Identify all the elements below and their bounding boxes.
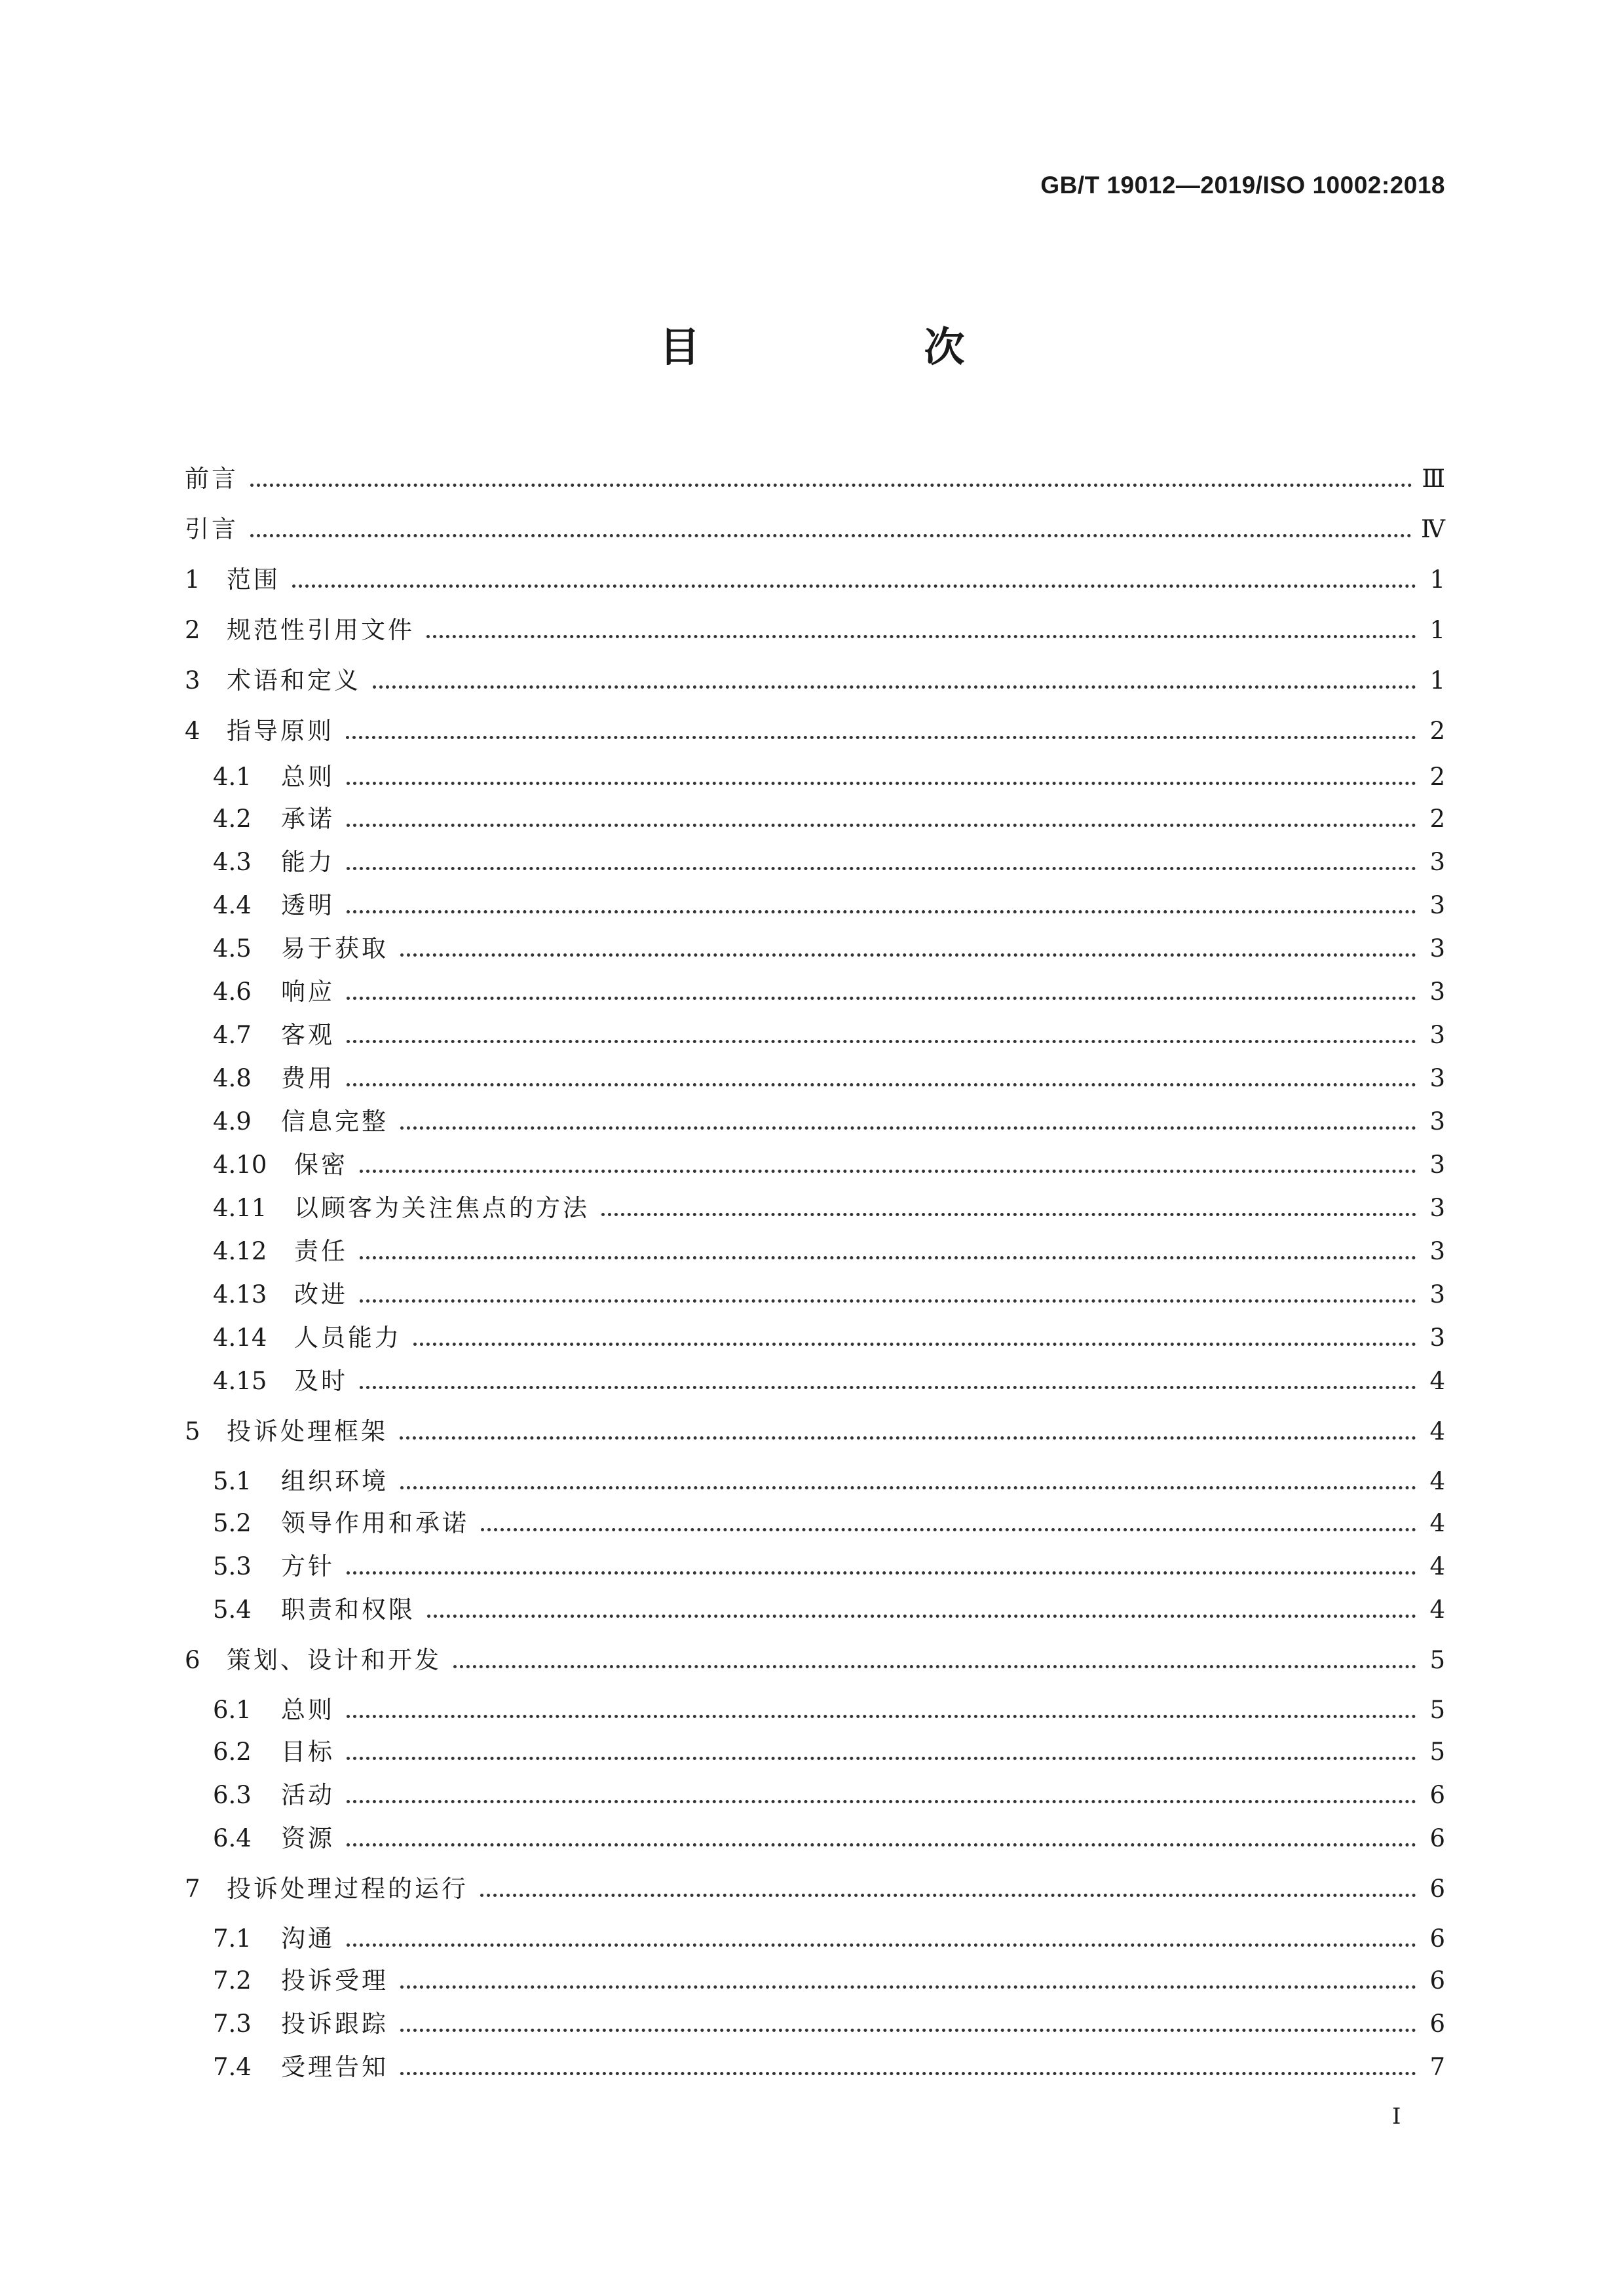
toc-entry-number: 4.3 [213,848,252,876]
toc-dot-leader [347,1799,1416,1803]
toc-dot-leader [413,1342,1416,1346]
toc-entry-page: 3 [1429,1151,1445,1179]
toc-entry-number: 4.5 [213,934,252,963]
toc-entry[interactable] [185,756,1445,797]
toc-dot-leader [400,1985,1416,1989]
toc-entry-number: 4.12 [213,1237,267,1265]
toc-entry[interactable] [185,1918,1445,1959]
toc-entry-label: 响应 [281,978,335,1006]
toc-entry-label: 保密 [294,1151,348,1179]
toc-entry[interactable] [185,504,1445,554]
toc-entry[interactable] [185,1360,1445,1403]
toc-dot-leader [347,866,1416,870]
toc-entry-label: 责任 [294,1237,348,1265]
toc-entry-page: 6 [1429,1924,1445,1953]
toc-entry-label: 以顾客为关注焦点的方法 [294,1194,590,1222]
toc-dot-leader [360,1169,1416,1173]
toc-entry[interactable] [185,2002,1445,2046]
toc-dot-leader [250,533,1412,537]
toc-entry-page: 3 [1429,934,1445,963]
toc-dot-leader [347,1756,1416,1760]
toc-entry[interactable] [185,1057,1445,1100]
toc-entry-label: 目标 [281,1738,335,1766]
toc-entry-label: 术语和定义 [227,666,361,695]
toc-entry-label: 易于获取 [281,934,388,963]
toc-entry-label: 指导原则 [227,717,334,745]
toc-entry[interactable] [185,1860,1445,1918]
toc-entry-page: 3 [1429,1324,1445,1352]
toc-entry-page: 3 [1429,1280,1445,1309]
toc-entry-label: 沟通 [281,1924,335,1953]
toc-entry[interactable] [185,453,1445,504]
toc-entry-label: 费用 [281,1064,335,1092]
toc-entry-label: 规范性引用文件 [227,616,415,644]
toc-entry-page: 6 [1429,2010,1445,2038]
toc-entry-page: 6 [1429,1875,1445,1903]
toc-entry[interactable] [185,554,1445,605]
toc-entry[interactable] [185,884,1445,927]
toc-entry[interactable] [185,1502,1445,1545]
toc-entry-page: 4 [1429,1467,1445,1495]
toc-entry-label: 改进 [294,1280,348,1309]
toc-entry-number: 4.9 [213,1107,252,1136]
toc-entry-number: 6 [185,1646,200,1674]
toc-dot-leader [360,1255,1416,1259]
toc-entry-page: 2 [1429,763,1445,791]
toc-title: 目 次 [659,323,1057,371]
toc-entry[interactable] [185,1731,1445,1774]
toc-entry-number: 4.11 [213,1194,267,1222]
toc-dot-leader [480,1893,1416,1897]
toc-dot-leader [400,2071,1416,2075]
toc-dot-leader [453,1664,1416,1668]
toc-entry[interactable] [185,1461,1445,1502]
toc-entry[interactable] [185,1014,1445,1057]
page-number: Ⅰ [1392,2103,1401,2130]
toc-entry-page: 1 [1429,565,1445,594]
toc-entry-number: 7.1 [213,1924,252,1953]
toc-entry-label: 透明 [281,891,335,919]
toc-dot-leader [601,1212,1416,1216]
toc-dot-leader [347,1039,1416,1043]
toc-entry-page: Ⅲ [1422,465,1445,493]
toc-entry-number: 5.1 [213,1467,252,1495]
toc-entry-page: 6 [1429,1824,1445,1852]
toc-entry-number: 3 [185,666,200,695]
toc-entry-page: 5 [1429,1646,1445,1674]
toc-entry-number: 7.2 [213,1966,252,1995]
toc-entry-number: 4 [185,717,200,745]
toc-entry-page: 4 [1429,1552,1445,1580]
toc-dot-leader [347,1082,1416,1086]
toc-entry-label: 信息完整 [281,1107,388,1136]
toc-dot-leader [347,823,1416,827]
toc-entry[interactable] [185,1100,1445,1143]
toc-entry[interactable] [185,1959,1445,2002]
toc-entry-label: 领导作用和承诺 [281,1509,469,1537]
toc-dot-leader [347,781,1416,785]
toc-entry[interactable] [185,1187,1445,1230]
toc-entry[interactable] [185,655,1445,706]
toc-entry-label: 总则 [281,1696,335,1724]
toc-entry-number: 4.13 [213,1280,267,1309]
toc-entry[interactable] [185,1632,1445,1689]
toc-entry[interactable] [185,2046,1445,2089]
toc-entry-label: 范围 [227,565,280,594]
toc-entry-page: 7 [1429,2053,1445,2081]
toc-entry[interactable] [185,1588,1445,1632]
toc-dot-leader [347,1571,1416,1575]
toc-entry-number: 7.3 [213,2010,252,2038]
toc-entry-page: 1 [1429,616,1445,644]
toc-entry[interactable] [185,797,1445,841]
toc-entry-number: 5 [185,1417,200,1445]
toc-dot-leader [292,584,1416,588]
toc-entry-page: 2 [1429,805,1445,833]
toc-entry-number: 5.4 [213,1596,252,1624]
toc-entry-label: 及时 [294,1367,348,1395]
toc-dot-leader [346,735,1416,739]
toc-dot-leader [360,1299,1416,1303]
toc-dot-leader [427,1614,1416,1618]
toc-entry[interactable] [185,1316,1445,1360]
toc-entry-page: 4 [1429,1509,1445,1537]
toc-entry-number: 6.1 [213,1696,252,1724]
toc-dot-leader [481,1527,1416,1531]
toc-entry[interactable] [185,1689,1445,1731]
toc-dot-leader [347,909,1416,913]
toc-entry-page: 3 [1429,1021,1445,1049]
toc-entry-number: 6.2 [213,1738,252,1766]
toc-entry[interactable] [185,1817,1445,1860]
toc-entry-label: 组织环境 [281,1467,388,1495]
toc-entry-label: 活动 [281,1781,335,1809]
toc-entry-number: 4.7 [213,1021,252,1049]
toc-entry-page: 3 [1429,1237,1445,1265]
toc-entry-page: 3 [1429,1064,1445,1092]
toc-entry-label: 人员能力 [294,1324,402,1352]
toc-entry-page: 3 [1429,1194,1445,1222]
toc-entry[interactable] [185,927,1445,970]
toc-entry-label: 职责和权限 [281,1596,415,1624]
toc-entry[interactable] [185,605,1445,655]
toc-entry-number: 4.8 [213,1064,252,1092]
toc-entry[interactable] [185,1403,1445,1461]
toc-entry-page: 6 [1429,1966,1445,1995]
toc-entry-number: 4.6 [213,978,252,1006]
toc-entry-page: 4 [1429,1417,1445,1445]
toc-entry-page: 6 [1429,1781,1445,1809]
toc-entry-label: 投诉处理过程的运行 [227,1875,468,1903]
toc-dot-leader [426,634,1416,638]
toc-entry-number: 7 [185,1875,200,1903]
toc-entry-label: 客观 [281,1021,335,1049]
toc-entry[interactable] [185,1273,1445,1316]
toc-entry-number: 7.4 [213,2053,252,2081]
toc-entry-page: 3 [1429,978,1445,1006]
toc-entry[interactable] [185,706,1445,756]
toc-entry-number: 6.3 [213,1781,252,1809]
toc-entry-number: 4.14 [213,1324,267,1352]
toc-entry-page: 5 [1429,1696,1445,1724]
toc-dot-leader [347,1943,1416,1947]
toc-entry-label: 承诺 [281,805,335,833]
toc-entry-page: 4 [1429,1596,1445,1624]
toc-entry-label: 引言 [185,515,238,543]
toc-entry-number: 4.10 [213,1151,267,1179]
toc-entry-page: 3 [1429,848,1445,876]
toc-entry-number: 4.2 [213,805,252,833]
toc-entry[interactable] [185,841,1445,884]
toc-dot-leader [373,685,1416,689]
toc-entry-page: 1 [1429,666,1445,695]
toc-entry[interactable] [185,1230,1445,1273]
toc-entry-label: 投诉受理 [281,1966,388,1995]
document-code: GB/T 19012—2019/ISO 10002:2018 [1040,172,1445,199]
toc-dot-leader [347,1843,1416,1846]
toc-dot-leader [400,1436,1416,1440]
toc-dot-leader [347,996,1416,1000]
toc-entry-number: 5.3 [213,1552,252,1580]
toc-entry-label: 资源 [281,1824,335,1852]
toc-entry[interactable] [185,970,1445,1014]
toc-entry-label: 方针 [281,1552,335,1580]
toc-entry-number: 1 [185,565,200,594]
toc-dot-leader [250,483,1412,487]
toc-entry-label: 总则 [281,763,335,791]
toc-entry-number: 2 [185,616,200,644]
toc-entry-number: 4.1 [213,763,252,791]
toc-entry[interactable] [185,1774,1445,1817]
toc-entry-page: 2 [1429,717,1445,745]
table-of-contents [185,453,1445,2089]
toc-entry-number: 4.15 [213,1367,267,1395]
toc-entry[interactable] [185,1143,1445,1187]
toc-entry-label: 前言 [185,465,238,493]
toc-entry-page: Ⅳ [1421,515,1445,543]
toc-dot-leader [400,953,1416,957]
toc-dot-leader [400,1485,1416,1489]
toc-dot-leader [360,1385,1416,1389]
toc-entry-label: 策划、设计和开发 [227,1646,442,1674]
toc-entry-page: 3 [1429,891,1445,919]
toc-entry-page: 3 [1429,1107,1445,1136]
toc-entry-label: 投诉跟踪 [281,2010,388,2038]
toc-entry[interactable] [185,1545,1445,1588]
toc-entry-label: 受理告知 [281,2053,388,2081]
toc-entry-number: 5.2 [213,1509,252,1537]
toc-entry-label: 投诉处理框架 [227,1417,388,1445]
toc-entry-number: 4.4 [213,891,252,919]
toc-entry-label: 能力 [281,848,335,876]
toc-entry-page: 4 [1429,1367,1445,1395]
toc-entry-page: 5 [1429,1738,1445,1766]
toc-dot-leader [400,1126,1416,1130]
toc-entry-number: 6.4 [213,1824,252,1852]
toc-dot-leader [347,1714,1416,1718]
toc-dot-leader [400,2028,1416,2032]
